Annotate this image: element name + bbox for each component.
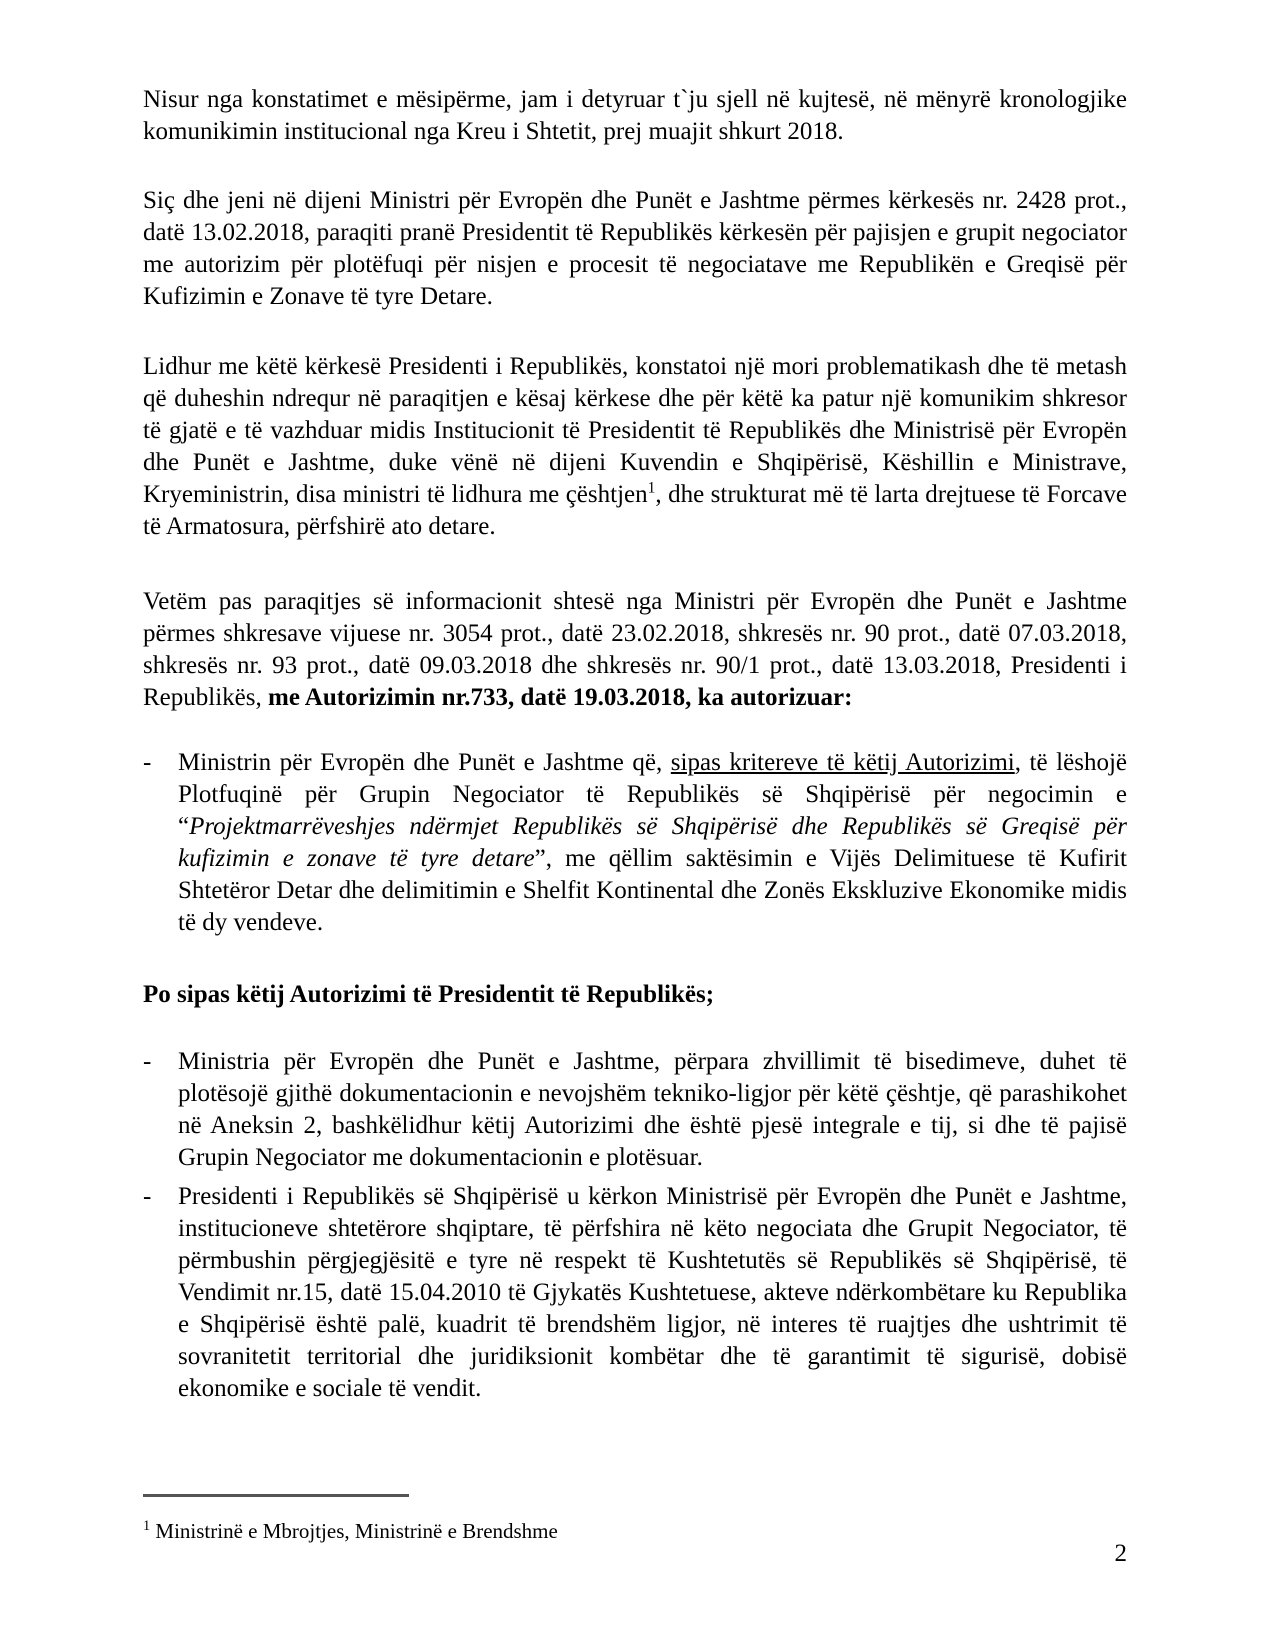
- list-item-authorization-2: [143, 1046, 1127, 1174]
- bullet-marker: -: [143, 1048, 152, 1075]
- footnote-text-content: Ministrinë e Mbrojtjes, Ministrinë e Brendshme: [150, 1519, 558, 1543]
- list-item-authorization-1: [143, 747, 1127, 939]
- heading-authorization: Po sipas këtij Autorizimi të Presidentit të Republikës;: [143, 981, 715, 1008]
- list-item-1-text-3: ”, me qëllim saktësimin e Vijës Delimituese të Kufirit Shtetëror Detar dhe delimitimin e Shelfit Kontinental dhe Zonës Ekskluzive Ekonomike midis të dy vendeve.: [178, 845, 1127, 936]
- paragraph-authorization: [143, 586, 1127, 714]
- footnote-text: [143, 1518, 843, 1544]
- paragraph-communication-text-continued: , dhe strukturat më të larta drejtuese të Forcave të Armatosura, përfshirë ato detare.: [143, 481, 1127, 540]
- page-number: 2: [1114, 1540, 1127, 1567]
- paragraph-communication: [143, 351, 1127, 543]
- paragraph-communication-text: Lidhur me këtë kërkesë Presidenti i Republikës, konstatoi një mori problematikash dhe të metash që duheshin ndrequr në paraqitjen e kësaj kërkese dhe për këtë ka patur një komunikim shkresor të gjatë e të vazhduar midis Institucionit të Presidentit të Republikës dhe Ministrisë për Evropën dhe Punët e Jashtme, duke vënë në dijeni Kuvendin e Shqipërisë, Këshillin e Ministrave, Kryeministrin, disa ministri të lidhura me çështjen: [143, 353, 1127, 508]
- footnote-area: [143, 1494, 843, 1565]
- paragraph-intro: Nisur nga konstatimet e mësipërme, jam i detyruar t`ju sjell në kujtesë, në mënyrë kronologjike komunikimin institucional nga Kreu i Shtetit, prej muajit shkurt 2018.: [143, 86, 1127, 145]
- footnote-reference: 1: [647, 479, 656, 497]
- footnote-separator: [143, 1494, 409, 1497]
- list-item-1-text: Ministrin për Evropën dhe Punët e Jashtme që,: [178, 749, 671, 776]
- paragraph-authorization-text: Vetëm pas paraqitjes së informacionit shtesë nga Ministri për Evropën dhe Punët e Jashtme përmes shkresave vijuese nr. 3054 prot., datë 23.02.2018, shkresës nr. 90 prot., datë 07.03.2018, shkresës nr. 93 prot., datë 09.03.2018 dhe shkresës nr. 90/1 prot., datë 13.03.2018, Presidenti i Republikës,: [143, 588, 1127, 711]
- footnote-marker: 1: [143, 1518, 151, 1534]
- paragraph-request: Siç dhe jeni në dijeni Ministri për Evropën dhe Punët e Jashtme përmes kërkesës nr. 2428 prot., datë 13.02.2018, paraqiti pranë Presidentit të Republikës kërkesën për pajisjen e grupit negociator me autorizim për plotëfuqi për nisjen e procesit të negociatave me Republikën e Greqisë për Kufizimin e Zonave të tyre Detare.: [143, 187, 1127, 310]
- list-item-1-text-2: , të lëshojë Plotfuqinë për Grupin Negociator të Republikës së Shqipërisë për negocimin e “: [178, 749, 1127, 840]
- document-body: [143, 84, 1127, 1405]
- list-item-authorization-3: [143, 1181, 1127, 1405]
- list-item-2-text: Ministria për Evropën dhe Punët e Jashtme, përpara zhvillimit të bisedimeve, duhet të plotësojë gjithë dokumentacionin e nevojshëm tekniko-ligjor për këtë çështje, që parashikohet në Aneksin 2, bashkëlidhur këtij Autorizimi dhe është pjesë integrale e tij, si dhe të pajisë Grupin Negociator me dokumentacionin e plotësuar.: [178, 1048, 1127, 1171]
- authorization-number-bold: me Autorizimin nr.733, datë 19.03.2018, ka autorizuar:: [268, 684, 853, 711]
- list-item-1-underlined: sipas kritereve të këtij Autorizimi: [670, 749, 1015, 776]
- list-item-3-text: Presidenti i Republikës së Shqipërisë u kërkon Ministrisë për Evropën dhe Punët e Jashtme, institucioneve shtetërore shqiptare, të përfshira në këto negociata dhe Grupit Negociator, të përmbushin përgjegjësitë e tyre në respekt të Kushtetutës së Republikës së Shqipërisë, të Vendimit nr.15, datë 15.04.2010 të Gjykatës Kushtetuese, akteve ndërkombëtare ku Republika e Shqipërisë është palë, kuadrit të brendshëm ligjor, në interes të ruajtjes dhe ushtrimit të sovranitetit territorial dhe juridiksionit kombëtar dhe të garantimit të sigurisë, dobisë ekonomike e sociale të vendit.: [178, 1183, 1127, 1402]
- bullet-marker: -: [143, 749, 152, 776]
- list-item-1-agreement-title: Projektmarrëveshjes ndërmjet Republikës së Shqipërisë dhe Republikës së Greqisë për kufizimin e zonave të tyre detare: [178, 813, 1127, 872]
- bullet-marker: -: [143, 1183, 152, 1210]
